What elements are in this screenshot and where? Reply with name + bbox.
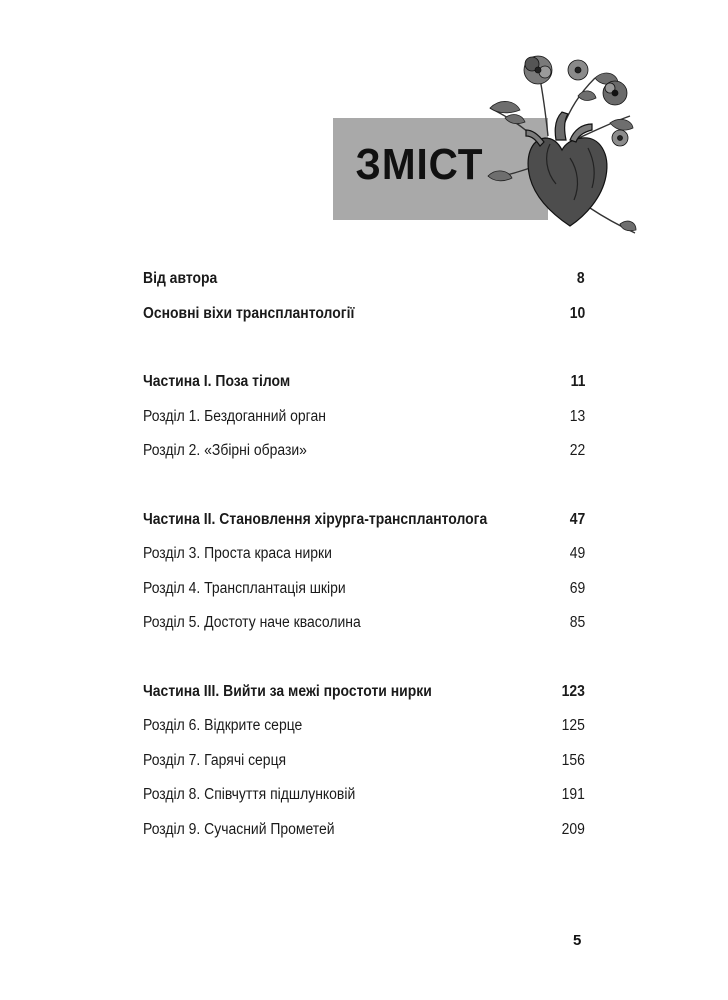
table-of-contents	[143, 262, 585, 847]
toc-entry-title: Розділ 7. Гарячі серця	[143, 751, 287, 769]
toc-entry-page: 22	[569, 442, 585, 459]
toc-entry-page: 8	[577, 270, 585, 287]
toc-entry	[143, 606, 585, 641]
toc-entry	[143, 744, 585, 779]
toc-entry-title: Розділ 5. Достоту наче квасолина	[143, 614, 361, 631]
toc-entry-title: Розділ 2. «Збірні образи»	[143, 442, 307, 459]
toc-entry-title: Розділ 1. Бездоганний орган	[143, 407, 326, 425]
section-spacer	[143, 331, 585, 365]
toc-entry-title: Частина ІІ. Становлення хірурга-трансплантолога	[143, 510, 488, 528]
toc-entry-title: Розділ 8. Співчуття підшлунковій	[143, 786, 356, 803]
toc-entry-page: 49	[569, 545, 585, 562]
toc-entry	[143, 813, 585, 848]
page-number: 5	[573, 932, 582, 949]
toc-entry-title: Розділ 9. Сучасний Прометей	[143, 820, 335, 838]
toc-entry-page: 69	[569, 579, 585, 597]
toc-entry	[143, 778, 585, 813]
toc-entry	[143, 709, 585, 744]
toc-entry	[143, 434, 585, 469]
toc-entry-title: Розділ 4. Трансплантація шкіри	[143, 579, 346, 597]
toc-entry-title: Основні віхи трансплантології	[143, 304, 355, 322]
toc-entry-title: Розділ 6. Відкрите серце	[143, 717, 303, 734]
section-spacer	[143, 641, 585, 675]
toc-entry-page: 13	[569, 407, 585, 425]
toc-entry	[143, 503, 585, 538]
toc-entry-page: 10	[569, 304, 585, 322]
toc-entry-page: 11	[570, 373, 585, 390]
toc-entry-page: 125	[561, 717, 585, 734]
toc-entry-page: 47	[569, 510, 585, 528]
toc-entry	[143, 262, 585, 297]
toc-entry	[143, 537, 585, 572]
toc-entry-title: Частина ІІІ. Вийти за межі простоти нирки	[143, 682, 432, 700]
toc-entry-page: 191	[561, 786, 585, 803]
toc-entry	[143, 400, 585, 435]
toc-entry-title: Від автора	[143, 270, 218, 287]
toc-entry-title: Розділ 3. Проста краса нирки	[143, 545, 332, 562]
page-title: ЗМІСТ	[355, 140, 484, 189]
section-spacer	[143, 469, 585, 503]
toc-entry-page: 209	[561, 820, 585, 838]
toc-entry	[143, 675, 585, 710]
toc-entry-page: 123	[561, 682, 585, 700]
toc-entry-title: Частина І. Поза тілом	[143, 373, 291, 390]
toc-entry	[143, 365, 585, 400]
toc-entry-page: 156	[561, 751, 585, 769]
toc-entry	[143, 297, 585, 332]
toc-entry-page: 85	[569, 614, 585, 631]
toc-entry	[143, 572, 585, 607]
